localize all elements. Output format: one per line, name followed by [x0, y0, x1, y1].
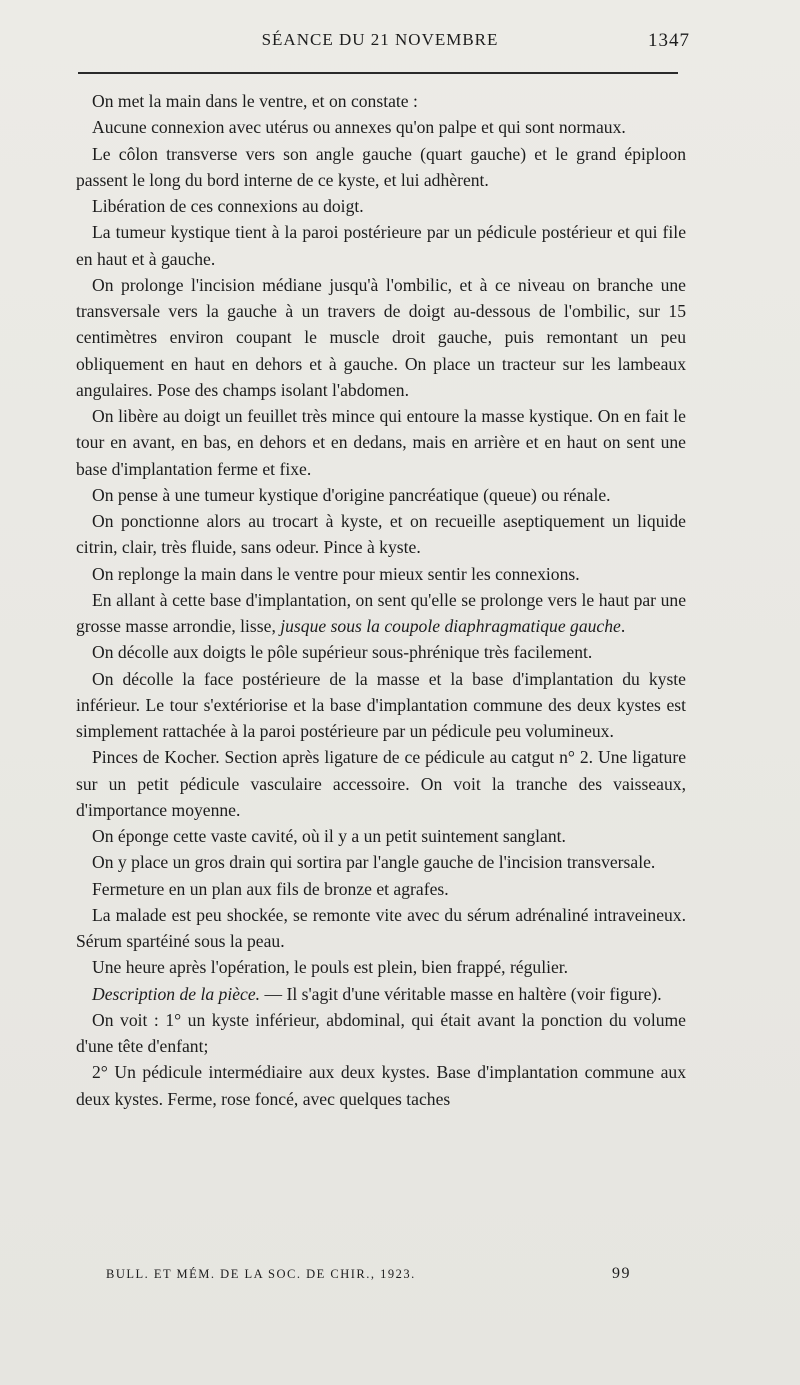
paragraph-text: On replonge la main dans le ventre pour mieux sentir les connexions.	[92, 563, 580, 584]
paragraph-text: On y place un gros drain qui sortira par l'angle gauche de l'incision transversale.	[92, 852, 656, 873]
paragraph	[76, 219, 686, 272]
paragraph	[76, 114, 686, 140]
paragraph-text: 2° Un pédicule intermédiaire aux deux kystes. Base d'implantation commune aux deux kystes. Ferme, rose foncé, avec quelques taches	[76, 1062, 686, 1109]
paragraph	[76, 561, 686, 587]
paragraph-italic-lead: Description de la pièce.	[92, 983, 261, 1004]
paragraph	[76, 272, 686, 403]
sheet-number: 99	[612, 1265, 631, 1282]
paragraph-text: — Il s'agit d'une véritable masse en haltère (voir figure).	[260, 983, 662, 1004]
paragraph	[76, 88, 686, 114]
paragraph	[76, 666, 686, 745]
paragraph-text: La tumeur kystique tient à la paroi postérieure par un pédicule postérieur et qui file en haut et à gauche.	[76, 222, 686, 269]
paragraph	[76, 403, 686, 482]
paragraph	[76, 639, 686, 665]
page-number: 1347	[648, 30, 690, 51]
paragraph	[76, 508, 686, 561]
paragraph-text: On met la main dans le ventre, et on constate :	[92, 91, 418, 111]
paragraph-text: En allant à cette base d'implantation, on sent qu'elle se prolonge vers le haut par une grosse masse arrondie, lisse,	[76, 589, 686, 636]
paragraph	[76, 744, 686, 823]
paragraph	[76, 141, 686, 194]
paragraph-text: On libère au doigt un feuillet très mince qui entoure la masse kystique. On en fait le tour en avant, en bas, en dehors et en dedans, mais en arrière et en haut on sent une base d'implantation ferme et fixe.	[76, 406, 686, 479]
paragraph-text: On ponctionne alors au trocart à kyste, et on recueille aseptiquement un liquide citrin, clair, très fluide, sans odeur. Pince à kyste.	[76, 511, 686, 558]
paragraph	[76, 482, 686, 508]
paragraph-text: Libération de ces connexions au doigt.	[92, 196, 364, 216]
paragraph-tail: .	[620, 616, 626, 636]
paragraph-text: Fermeture en un plan aux fils de bronze et agrafes.	[92, 878, 449, 899]
paragraph	[76, 849, 686, 875]
paragraph	[76, 1007, 686, 1060]
paragraph	[76, 823, 686, 849]
paragraph-text: Aucune connexion avec utérus ou annexes qu'on palpe et qui sont normaux.	[92, 117, 626, 138]
paragraph-text: Le côlon transverse vers son angle gauche (quart gauche) et le grand épiploon passent le long du bord interne de ce kyste, et lui adhèrent.	[76, 143, 686, 190]
paragraph-text: On éponge cette vaste cavité, où il y a un petit suintement sanglant.	[92, 826, 566, 846]
paragraph-text: Une heure après l'opération, le pouls est plein, bien frappé, régulier.	[92, 957, 569, 978]
paragraph	[76, 587, 686, 640]
paragraph	[76, 1059, 686, 1112]
header-rule	[78, 72, 678, 74]
paragraph-text: La malade est peu shockée, se remonte vite avec du sérum adrénaliné intraveineux. Sérum spartéiné sous la peau.	[76, 904, 686, 951]
paragraph	[76, 954, 686, 980]
paragraph-text: On voit : 1° un kyste inférieur, abdominal, qui était avant la ponction du volume d'une tête d'enfant;	[76, 1009, 686, 1056]
paragraph-text: Pinces de Kocher. Section après ligature de ce pédicule au catgut n° 2. Une ligature sur un petit pédicule vasculaire accessoire. On voit la tranche des vaisseaux, d'importance moyenne.	[76, 747, 686, 820]
footer-journal: BULL. ET MÉM. DE LA SOC. DE CHIR., 1923.	[106, 1267, 416, 1281]
paragraph-text: On prolonge l'incision médiane jusqu'à l'ombilic, et à ce niveau on branche une transversale vers la gauche à un travers de doigt au-dessous de l'ombilic, sur 15 centimètres environ coupant le muscle droit gauche, puis remontant un peu obliquement en haut en dehors et à gauche. On place un tracteur sur les lambeaux angulaires. Pose des champs isolant l'abdomen.	[76, 274, 686, 400]
paragraph	[76, 902, 686, 955]
paragraph-text: On décolle la face postérieure de la masse et la base d'implantation du kyste inférieur. Le tour s'extériorise et la base d'implantation commune des deux kystes est simplement rattachée à la paroi postérieure par un pédicule peu volumineux.	[76, 668, 686, 741]
paragraph-text: On décolle aux doigts le pôle supérieur sous-phrénique très facilement.	[92, 642, 593, 663]
paragraph	[76, 193, 686, 219]
paragraph	[76, 981, 686, 1007]
paragraph-italic: jusque sous la coupole diaphragmatique gauche	[280, 616, 621, 636]
header-title: SÉANCE DU 21 NOVEMBRE	[261, 30, 499, 49]
body-text	[76, 88, 686, 1112]
paragraph	[76, 876, 686, 902]
paragraph-text: On pense à une tumeur kystique d'origine pancréatique (queue) ou rénale.	[92, 484, 611, 505]
running-header	[78, 30, 690, 54]
